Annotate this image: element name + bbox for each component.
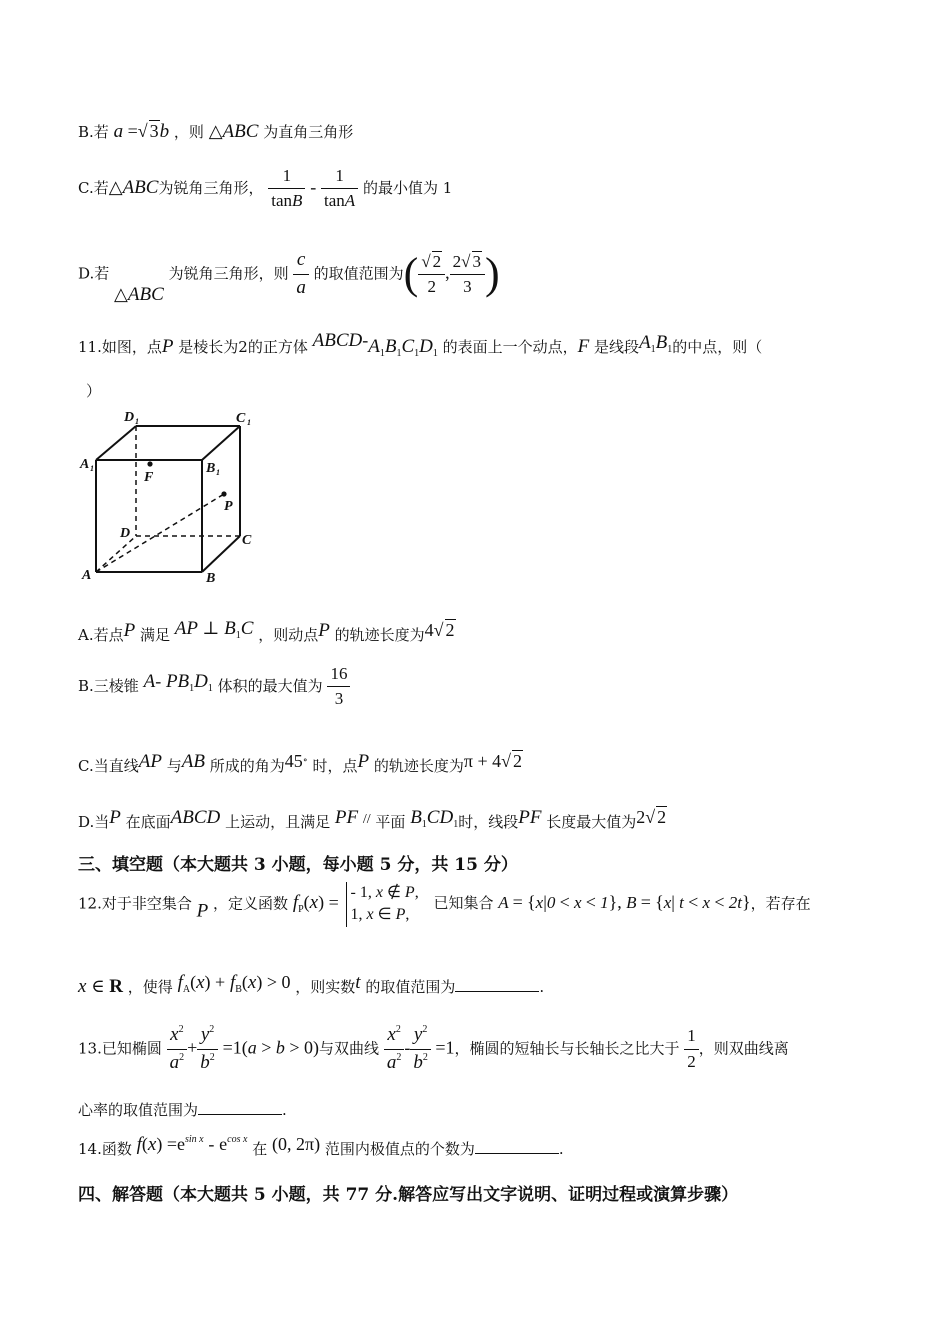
point-p: P [161,336,174,357]
comma: , [445,262,450,283]
cube-figure [78,404,262,588]
text-mid3: 时，点 [312,757,358,775]
text-mid3: 平面 [375,813,406,831]
label-d1-sub: 1 [135,417,139,426]
q12-line2 [78,972,544,999]
text-mid2: 上运动，且满足 [225,813,331,831]
label-a1: A [80,457,90,472]
edge-length: 2 [238,338,248,356]
text-tail: 长度最大值为 [546,813,637,831]
q13-line2 [78,1101,287,1119]
q13-text4: ，则双曲线离 [698,1039,789,1058]
q11-option-c [78,750,523,775]
q11-text2: 是棱长为 [178,338,239,356]
fraction-2sqrt3-3 [450,251,485,298]
text-mid: 与 [166,757,182,775]
degree-mark: ∘ [302,755,308,766]
option-label: D.若 [78,264,110,283]
q14-text3: 范围内极值点的个数为 [324,1140,475,1158]
label-d1: D [124,410,135,425]
label-d: D [120,526,131,541]
cube-name: ABCD [312,330,363,351]
den: $a^2$ [169,1051,185,1073]
x-in-r: x ∈ R [78,976,123,997]
label-b: B [206,571,216,586]
option-label: B.三棱锥 [78,676,139,695]
triangle-abc [114,284,164,307]
den: tanA [323,191,356,211]
text-tail: 体积的最大值为 [217,676,323,695]
q12-text7: 的取值范围为 [365,978,456,996]
fraction-16-3 [327,664,350,710]
q11-option-a [78,618,456,644]
den: 2 [427,277,436,297]
q10-option-b [78,120,353,144]
q11-text6: 的中点，则（ [672,338,763,356]
text-tail: 为直角三角形 [263,123,354,141]
num: $y^2$ [410,1024,431,1050]
text-mid4: 时，线段 [458,813,519,831]
text-tail: 的轨迹长度为 [373,757,464,775]
abc: ABC [122,176,159,198]
num: 1 [684,1026,699,1049]
case-1: - 1, x ∉ P, [350,884,419,901]
left-paren: ( [403,249,419,298]
q12-text2: ，定义函数 [213,894,289,913]
sqrt-symbol: √ [137,121,148,141]
option-label: C.若 [78,178,109,197]
label-b1-sub: 1 [216,468,220,477]
q10-option-c [78,166,452,212]
q11-stem [78,330,762,360]
minus: - [404,1037,411,1058]
line-ap: AP [138,751,162,772]
den: tanB [271,191,303,211]
triangle-symbol: △ [208,121,223,141]
segment-pf: PF [518,807,542,828]
text-mid: 为锐角三角形，则 [168,264,289,283]
den: $b^2$ [413,1051,428,1073]
num: √ 2 [418,251,445,275]
q11-prefix: 11.如图，点 [78,338,162,356]
q11-text4: 的表面上一个动点， [442,338,578,356]
label-b1: B [206,461,216,476]
text-mid2: 所成的角为 [209,757,285,775]
label-c1-sub: 1 [247,418,251,427]
fraction-sqrt2-2 [418,251,445,298]
point-f-dot [147,461,152,466]
fraction-y2-b2 [197,1024,218,1075]
radicand: 2 [432,252,442,272]
label-c: C [242,533,252,548]
value-pi-plus-4sqrt2: π + 4√ 2 [463,751,522,771]
num: c [293,249,309,275]
period: . [558,1140,564,1158]
close-paren: ） [86,382,102,400]
text-tail: 的轨迹长度为 [334,626,425,644]
q11-text3: 的正方体 [247,338,308,356]
answer-blank[interactable] [475,1141,559,1154]
period: . [282,1101,287,1119]
value-2sqrt2: 2√ 2 [636,807,667,827]
option-label: B.若 [78,123,109,141]
fraction-1-tanb [268,166,305,212]
num: $x^2$ [167,1024,188,1050]
option-label: C.当直线 [78,757,139,775]
fp-x: $f_P(x)$ [292,892,325,916]
ap-perp-b1c: AP ⊥ $B_1C$ [174,618,254,641]
num: $x^2$ [384,1024,405,1050]
radicand: 3 [472,252,481,272]
q12-text3: 已知集合 [433,894,494,913]
q11-close-paren [86,382,101,400]
q10-option-d [78,248,500,307]
sets-a-b: A = {x|0 < x < 1}, B = {x| t < x < 2t} [498,892,751,913]
point-p: P [357,751,370,772]
equals-one: =1 [430,1037,455,1058]
label-a: A [82,568,92,583]
segment-a1b1: $A_1B_1$ [639,332,673,355]
line-ab: AB [181,751,205,772]
section-4-heading: 四、解答题（本大题共 5 小题，共 77 分.解答应写出文字说明、证明过程或演算步骤） [78,1185,739,1205]
option-label: D.当 [78,813,110,831]
q14-text2: 在 [252,1140,268,1158]
den: a [296,276,306,298]
q12-prefix: 12.对于非空集合 [78,894,192,913]
fraction-x2-a2-hyp [384,1024,405,1075]
q12-stem [78,882,811,927]
minus: - [310,176,317,197]
option-label: A.若点 [78,626,124,644]
base-abcd: ABCD [170,807,221,828]
plane-b1cd1: $B_1CD_1$ [410,807,459,830]
min-value: 1 [442,178,453,197]
fraction-x2-a2 [167,1024,188,1075]
fraction-c-a [293,249,309,300]
label-f: F [144,470,154,485]
abc: ABC [127,284,164,306]
fa-plus-fb: $f_A(x) + f_B(x) > 0$ [177,972,291,995]
q11-option-b [78,664,350,710]
cube-name-top: $A_1B_1C_1D_1$ [368,336,438,359]
equals: = [324,892,339,913]
plus: + [187,1037,198,1058]
q13-text5: 心率的取值范围为 [78,1101,199,1119]
angle-value: 45 [284,751,303,771]
text-mid2: ，则动点 [258,626,319,644]
pyramid: A- $PB_1D_1$ [143,670,213,694]
label-c1: C [236,411,246,426]
formula: a [113,121,124,142]
value-4sqrt2: 4√ 2 [424,620,455,640]
den: 3 [463,277,472,297]
fraction-y2-b2-hyp [410,1024,431,1075]
interval-0-2pi: (0, 2π) [271,1134,321,1154]
text-mid: 在底面 [125,813,171,831]
q13-stem [78,1024,789,1075]
point-p: P [123,620,136,641]
q12-text4: ，若存在 [750,894,811,913]
den: $b^2$ [200,1051,215,1073]
q14-stem [78,1134,564,1158]
den: $a^2$ [386,1051,402,1073]
answer-blank[interactable] [455,979,539,992]
point-p-dot [221,491,226,496]
num: $y^2$ [197,1024,218,1050]
num: 1 [268,166,305,189]
radicand: 3 [149,121,159,141]
text-mid: ，则 [173,123,204,141]
num: 16 [327,664,350,687]
den: 2 [687,1051,696,1071]
piecewise-cases [346,882,419,927]
period: . [539,978,545,996]
minus: - [362,330,369,350]
point-p: P [318,620,330,641]
q11-option-d [78,806,667,831]
pf-parallel: PF // [334,807,371,828]
q12-text6: ，则实数 [295,978,356,996]
abc: ABC [222,121,259,142]
triangle-symbol: △ [114,284,128,305]
num: 2√ 3 [450,251,485,275]
formula-eq: = [123,121,138,141]
triangle-symbol: △ [108,176,123,197]
formula-b: b [159,121,170,142]
text-mid: 满足 [140,626,171,644]
q13-prefix: 13.已知椭圆 [78,1039,162,1058]
q14-prefix: 14.函数 [78,1140,132,1158]
text-tail: 的最小值为 [362,178,438,197]
var-t: t [355,972,361,993]
num: 1 [321,166,358,189]
fraction-1-tana [321,166,358,212]
ellipse-condition: =1(a > b > 0) [222,1037,320,1058]
set-p: P [196,900,209,922]
den: 3 [334,689,344,709]
answer-blank[interactable] [198,1102,282,1115]
section-3-heading: 三、填空题（本大题共 3 小题，每小题 5 分，共 15 分） [78,855,518,875]
function-f: $f(x) =e^{sin x} - e^{cos x}$ [136,1134,248,1155]
q12-text5: ，使得 [127,978,173,996]
label-p: P [224,499,233,514]
case-2: 1, x ∈ P, [350,906,410,924]
fraction-1-2 [684,1026,699,1072]
q13-text2: 与双曲线 [319,1039,380,1058]
text-mid: 为锐角三角形， [158,178,264,197]
right-paren: ) [485,249,500,298]
label-a1-sub: 1 [90,464,94,473]
point-f: F [577,336,590,357]
q11-text5: 是线段 [594,338,640,356]
text-tail: 的取值范围为 [313,264,404,283]
point-p: P [109,807,121,828]
q13-text3: ，椭圆的短轴长与长轴长之比大于 [454,1039,680,1058]
